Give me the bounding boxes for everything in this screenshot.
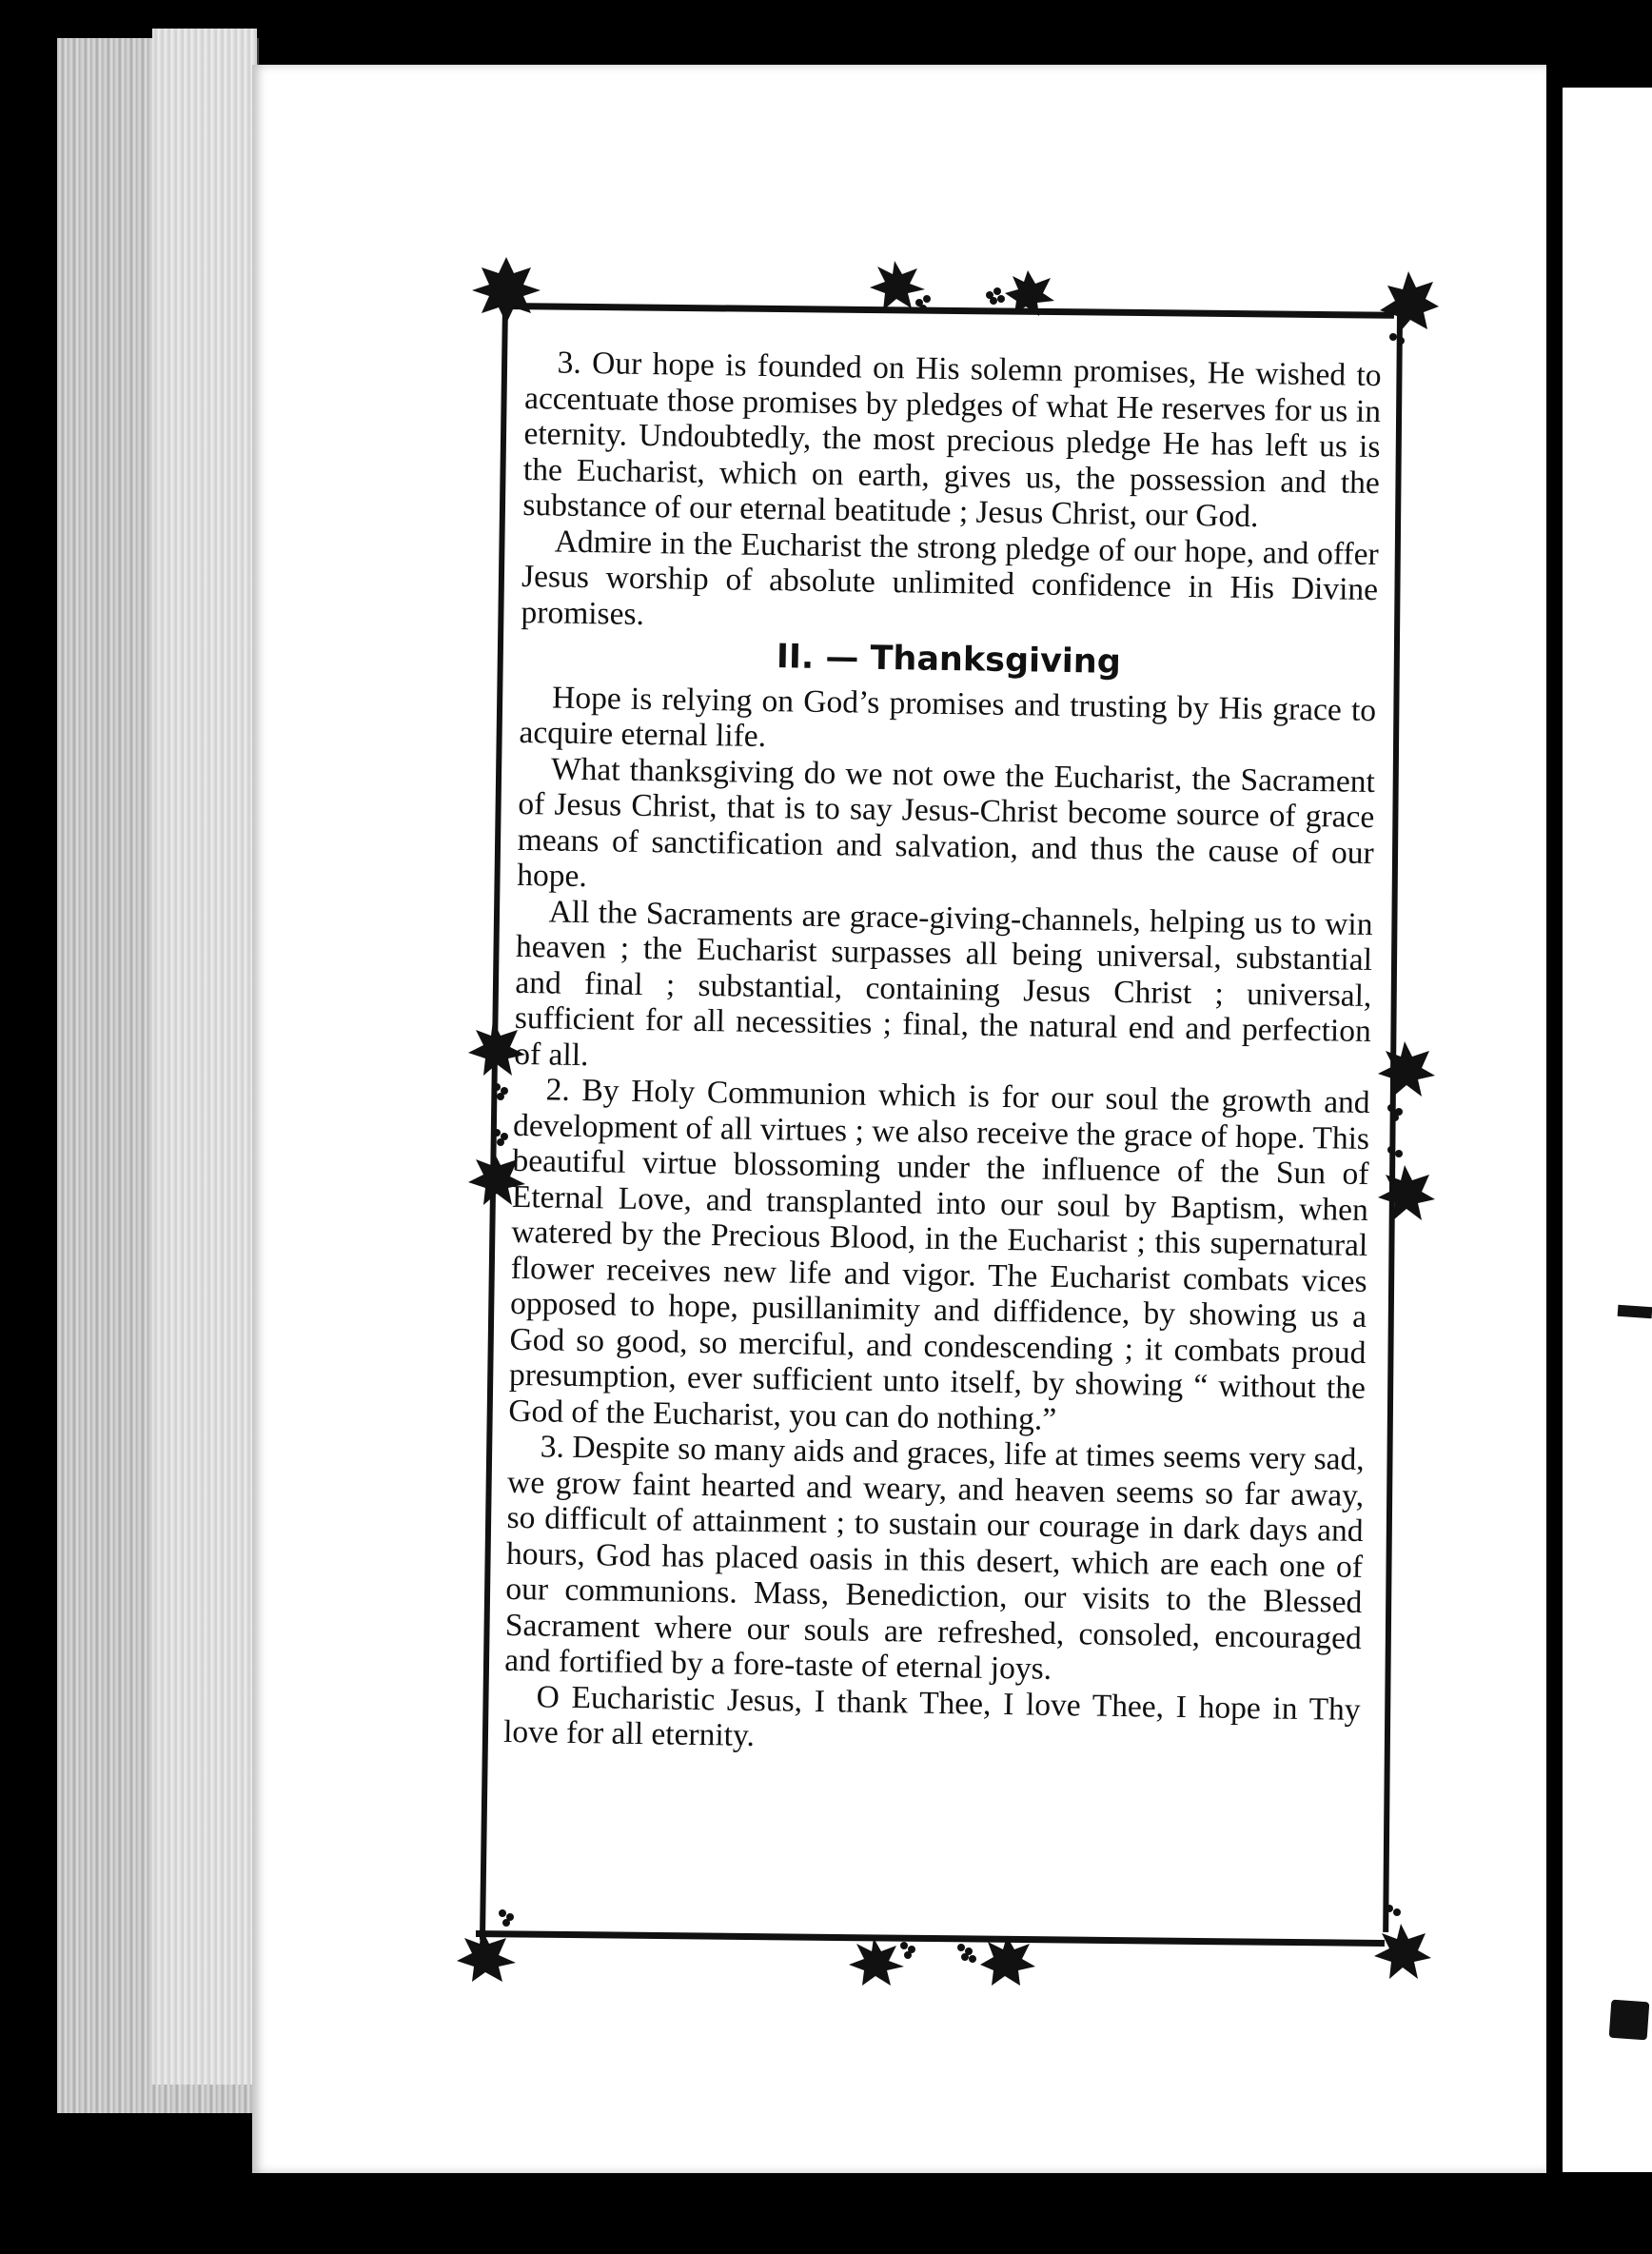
grape-leaf-ornament-icon	[980, 267, 1056, 319]
paragraph: O Eucharistic Jesus, I thank Thee, I love Thee, I hope in Thy love for all eternity.	[502, 1678, 1361, 1753]
grape-leaf-ornament-icon	[468, 252, 544, 328]
next-page-edge	[1563, 88, 1652, 2172]
grape-leaf-ornament-icon	[952, 1930, 1037, 1989]
grape-leaf-ornament-icon	[1370, 1142, 1437, 1228]
book-page-edges-inner	[152, 29, 257, 2085]
grape-leaf-ornament-icon	[1370, 267, 1442, 347]
paragraph: All the Sacraments are grace-giving-channels, helping us to win heaven ; the Eucharist surpasses all being universal, substantial and final ; substantial, containing Jesus Christ ; universal, sufficient for all necessities ; final, the natural end and perfection of all.	[514, 893, 1373, 1073]
paragraph: 3. Our hope is founded on His solemn promises, He wished to accentuate those promises by pledges of what He reserves for us in eternity. Undoubtedly, the most precious pledge He has left us is the Eucharist, which on earth, gives us, the possession and the substance of our eternal beatitude ; Jesus Christ, our God.	[522, 345, 1382, 535]
grape-leaf-ornament-icon	[1367, 1899, 1433, 1985]
grape-leaf-ornament-icon	[1370, 1038, 1437, 1123]
section-heading: II. — Thanksgiving	[776, 638, 1122, 682]
paragraph: 3. Despite so many aids and graces, life at times seems very sad, we grow faint hearted and weary, and heaven seems so far away, so difficult of attainment ; to sustain our courage in dark days and hours, God has placed oasis in this desert, which are each one of our communions. Mass, Benediction, our visits to the Blessed Sacrament where our souls are refreshed, consoled, encouraged and fortified by a fore-taste of eternal joys.	[503, 1429, 1365, 1687]
paragraph: Hope is relying on God’s promises and trusting by His grace to acquire eternal life.	[519, 679, 1377, 755]
grape-leaf-ornament-icon	[845, 1932, 921, 1989]
paragraph: 2. By Holy Communion which is for our soul the growth and development of all virtues ; we also receive the grace of hope. This beautiful virtue blossoming under the influence of the Sun of Eternal Love, and transplanted into our soul by Baptism, when watered by the Precious Blood, in the Eucharist ; this supernatural flower receives new life and vigor. The Eucharist combats vices opposed to hope, pusillanimity and diffidence, by showing us a God so good, so merciful, and condescending ; it combats proud presumption, ever sufficient unto itself, by showing “ without the God of the Eucharist, you can do nothing.”	[508, 1072, 1370, 1437]
paragraph: Admire in the Eucharist the strong pledge of our hope, and offer Jesus worship of absolute unlimited confidence in His Divine promises.	[521, 524, 1379, 632]
grape-leaf-ornament-icon	[449, 1904, 525, 1985]
paragraph: What thanksgiving do we not owe the Eucharist, the Sacrament of Jesus Christ, that is to say Jesus-Christ become source of grace means of sanctification and salvation, and thus the cause of our hope.	[516, 750, 1376, 895]
grape-leaf-ornament-icon	[866, 257, 933, 314]
page-text-block	[503, 345, 1382, 1763]
